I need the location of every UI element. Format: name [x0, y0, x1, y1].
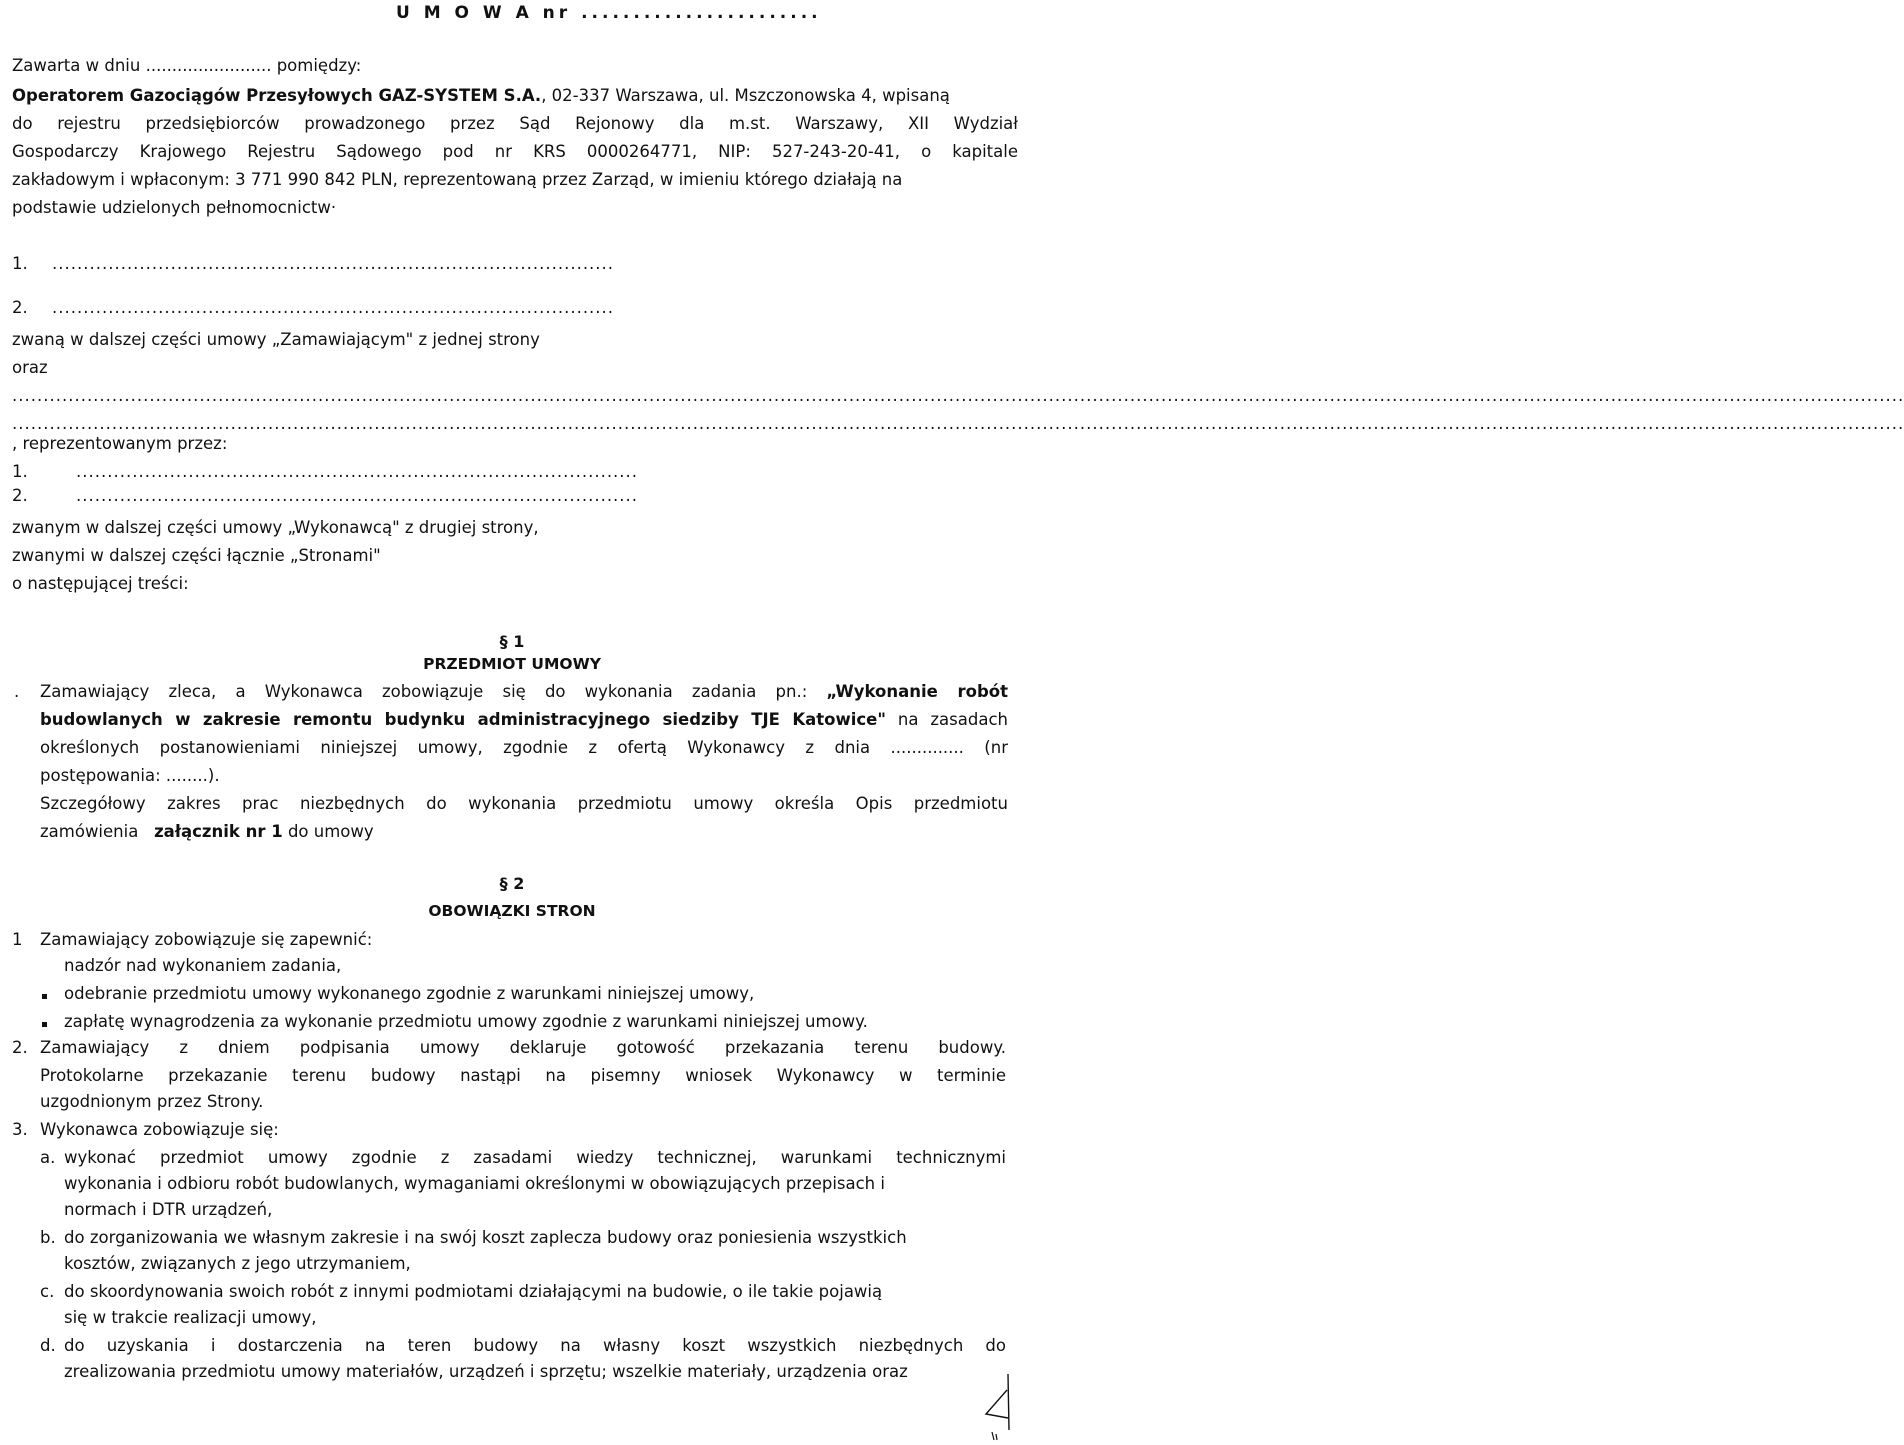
section2-item1-text: Zamawiający zobowiązuje się zapewnić: [40, 930, 373, 949]
section2-item3-number: 3. [12, 1120, 28, 1139]
wykonawca-line: zwanym w dalszej części umowy „Wykonawcą" z drugiej strony, [12, 518, 539, 537]
contractor-dotted-line-1: ............................................................................................................................................................................................................................................................................................................... [12, 386, 1904, 405]
strony-line: zwanymi w dalszej części łącznie „Stronami" [12, 546, 381, 565]
zamawiajacy-line: zwaną w dalszej części umowy „Zamawiającym" z jednej strony [12, 330, 540, 349]
rep2-intro: , reprezentowanym przez: [12, 434, 228, 453]
rep2-number-2: 2. [12, 486, 28, 505]
section1-p2-line2: zamówienia załącznik nr 1 do umowy [40, 822, 374, 841]
rep2-dotted-line-1: .......................................................................................... [76, 462, 639, 481]
rep1-number-2: 2. [12, 298, 28, 317]
party1-name: Operatorem Gazociągów Przesyłowych GAZ-SYSTEM S.A. [12, 86, 542, 105]
section1-p1-line4: postępowania: ........). [40, 766, 220, 785]
section2-item3a-marker: a. [40, 1148, 56, 1167]
rep2-number-1: 1. [12, 462, 28, 481]
section2-item1-bullet2-text: odebranie przedmiotu umowy wykonanego zgodnie z warunkami niniejszej umowy, [64, 984, 755, 1003]
section2-item3b-line2: kosztów, związanych z jego utrzymaniem, [64, 1254, 411, 1273]
party1-line2: do rejestru przedsiębiorców prowadzonego przez Sąd Rejonowy dla m.st. Warszawy, XII Wydział [12, 114, 1018, 133]
section2-item1-bullet1-text: nadzór nad wykonaniem zadania, [64, 956, 342, 975]
section1-p1-line3: określonych postanowieniami niniejszej umowy, zgodnie z ofertą Wykonawcy z dnia .............. (nr [40, 738, 1008, 757]
section1-number: § 1 [499, 632, 525, 651]
rep1-number-1: 1. [12, 254, 28, 273]
rep2-dotted-line-2: .......................................................................................... [76, 486, 639, 505]
party1-line1 [12, 86, 1018, 106]
party1-address: , 02-337 Warszawa, ul. Mszczonowska 4, wpisaną [541, 86, 950, 105]
section2-item3d-line2: zrealizowania przedmiotu umowy materiałów, urządzeń i sprzętu; wszelkie materiały, urządzenia oraz [64, 1362, 908, 1381]
section1-p2-line1: Szczegółowy zakres prac niezbędnych do wykonania przedmiotu umowy określa Opis przedmiotu [40, 794, 1008, 813]
section2-item2-line1: Zamawiający z dniem podpisania umowy deklaruje gotowość przekazania terenu budowy. [40, 1038, 1006, 1057]
section2-item3c-line2: się w trakcie realizacji umowy, [64, 1308, 317, 1327]
section2-item3c-marker: c. [40, 1282, 55, 1301]
party1-line3: Gospodarczy Krajowego Rejestru Sądowego pod nr KRS 0000264771, NIP: 527-243-20-41, o kapitale [12, 142, 1018, 161]
party1-line4: zakładowym i wpłaconym: 3 771 990 842 PLN, reprezentowaną przez Zarząd, w imieniu którego działają na [12, 170, 903, 189]
rep1-dotted-line-1: .......................................................................................... [52, 254, 615, 273]
section1-p1-line2: budowlanych w zakresie remontu budynku administracyjnego siedziby TJE Katowice" na zasadach [40, 710, 1008, 729]
bullet-icon [42, 1022, 47, 1027]
section2-item2-number: 2. [12, 1038, 28, 1057]
section1-heading: PRZEDMIOT UMOWY [423, 655, 601, 673]
section2-item3-text: Wykonawca zobowiązuje się: [40, 1120, 279, 1139]
bullet-icon [42, 994, 47, 999]
section2-item1-number: 1 [12, 930, 23, 949]
section2-item1-bullet3-text: zapłatę wynagrodzenia za wykonanie przedmiotu umowy zgodnie z warunkami niniejszej umowy. [64, 1012, 868, 1031]
contractor-dotted-line-2: ............................................................................................................................................................................................................................................................................................................... [12, 414, 1904, 433]
section2-item3a-line1: wykonać przedmiot umowy zgodnie z zasadami wiedzy technicznej, warunkami technicznymi [64, 1148, 1006, 1167]
section2-heading: OBOWIĄZKI STRON [428, 902, 596, 920]
section2-item3c-line1: do skoordynowania swoich robót z innymi podmiotami działającymi na budowie, o ile takie pojawią [64, 1282, 883, 1301]
section1-item-marker: . [14, 682, 20, 701]
section2-item3a-line3: normach i DTR urządzeń, [64, 1200, 273, 1219]
section2-item3d-marker: d. [40, 1336, 56, 1355]
intro-date-line: Zawarta w dniu ........................ pomiędzy: [12, 56, 362, 75]
tresc-line: o następującej treści: [12, 574, 189, 593]
section2-item2-line3: uzgodnionym przez Strony. [40, 1092, 264, 1111]
document-title: U M O W A nr ....................... [396, 3, 822, 23]
section2-item2-line2: Protokolarne przekazanie terenu budowy nastąpi na pisemny wniosek Wykonawcy w terminie [40, 1066, 1006, 1085]
oraz-line: oraz [12, 358, 48, 377]
section2-number: § 2 [499, 874, 525, 893]
handwritten-initial-mark [978, 1370, 1018, 1442]
section2-item3a-line2: wykonania i odbioru robót budowlanych, wymaganiami określonymi w obowiązujących przepisach i [64, 1174, 885, 1193]
party1-line5: podstawie udzielonych pełnomocnictw· [12, 198, 337, 217]
section2-item3b-line1: do zorganizowania we własnym zakresie i na swój koszt zaplecza budowy oraz poniesienia wszystkich [64, 1228, 907, 1247]
rep1-dotted-line-2: .......................................................................................... [52, 298, 615, 317]
section1-p1-line1: Zamawiający zleca, a Wykonawca zobowiązuje się do wykonania zadania pn.: „Wykonanie robót [40, 682, 1008, 701]
section2-item3d-line1: do uzyskania i dostarczenia na teren budowy na własny koszt wszystkich niezbędnych do [64, 1336, 1006, 1355]
section2-item3b-marker: b. [40, 1228, 56, 1247]
